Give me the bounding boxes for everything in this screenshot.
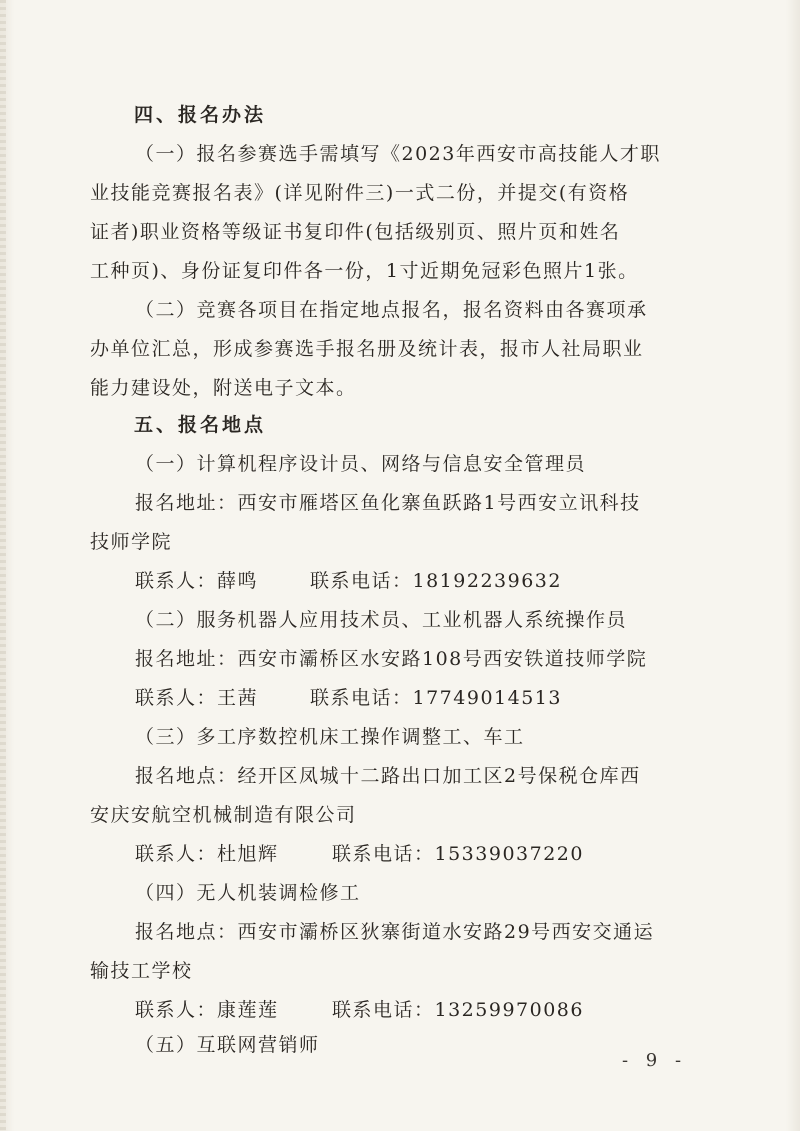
item-address: 输技工学校 bbox=[90, 960, 193, 982]
paragraph-line: 能力建设处，附送电子文本。 bbox=[90, 377, 357, 399]
item-phone: 联系电话：15339037220 bbox=[332, 843, 584, 865]
section-heading-4: 四、报名办法 bbox=[134, 104, 267, 126]
section-heading-5: 五、报名地点 bbox=[134, 414, 267, 436]
item-address: 技师学院 bbox=[90, 531, 173, 553]
page-number: - 9 - bbox=[622, 1050, 688, 1071]
item-address: 报名地址：西安市雁塔区鱼化寨鱼跃路1号西安立讯科技 bbox=[135, 492, 641, 514]
item-contact: 联系人：王茜 bbox=[135, 687, 259, 709]
item-address: 报名地点：经开区凤城十二路出口加工区2号保税仓库西 bbox=[135, 765, 641, 787]
item-address: 报名地址：西安市灞桥区水安路108号西安铁道技师学院 bbox=[135, 648, 648, 670]
item-phone: 联系电话：17749014513 bbox=[310, 687, 562, 709]
item-phone: 联系电话：13259970086 bbox=[332, 999, 584, 1021]
item-title: （五）互联网营销师 bbox=[135, 1034, 320, 1056]
item-contact: 联系人：康莲莲 bbox=[135, 999, 279, 1021]
item-address: 安庆安航空机械制造有限公司 bbox=[90, 804, 357, 826]
item-contact: 联系人：薛鸣 bbox=[135, 570, 259, 592]
item-phone: 联系电话：18192239632 bbox=[310, 570, 562, 592]
paragraph-line: （一）报名参赛选手需填写《2023年西安市高技能人才职 bbox=[135, 143, 661, 165]
scan-edge bbox=[0, 0, 6, 1131]
paragraph-line: 业技能竞赛报名表》(详见附件三)一式二份，并提交(有资格 bbox=[90, 182, 630, 204]
item-address: 报名地点：西安市灞桥区狄寨街道水安路29号西安交通运 bbox=[135, 921, 655, 943]
paragraph-line: （二）竞赛各项目在指定地点报名，报名资料由各赛项承 bbox=[135, 299, 648, 321]
paragraph-line: 证者)职业资格等级证书复印件(包括级别页、照片页和姓名 bbox=[90, 221, 621, 243]
item-title: （一）计算机程序设计员、网络与信息安全管理员 bbox=[135, 453, 587, 475]
paragraph-line: 工种页)、身份证复印件各一份，1寸近期免冠彩色照片1张。 bbox=[90, 260, 639, 282]
item-title: （三）多工序数控机床工操作调整工、车工 bbox=[135, 726, 525, 748]
item-title: （四）无人机装调检修工 bbox=[135, 882, 361, 904]
paragraph-line: 办单位汇总，形成参赛选手报名册及统计表，报市人社局职业 bbox=[90, 338, 644, 360]
item-title: （二）服务机器人应用技术员、工业机器人系统操作员 bbox=[135, 609, 628, 631]
item-contact: 联系人：杜旭辉 bbox=[135, 843, 279, 865]
